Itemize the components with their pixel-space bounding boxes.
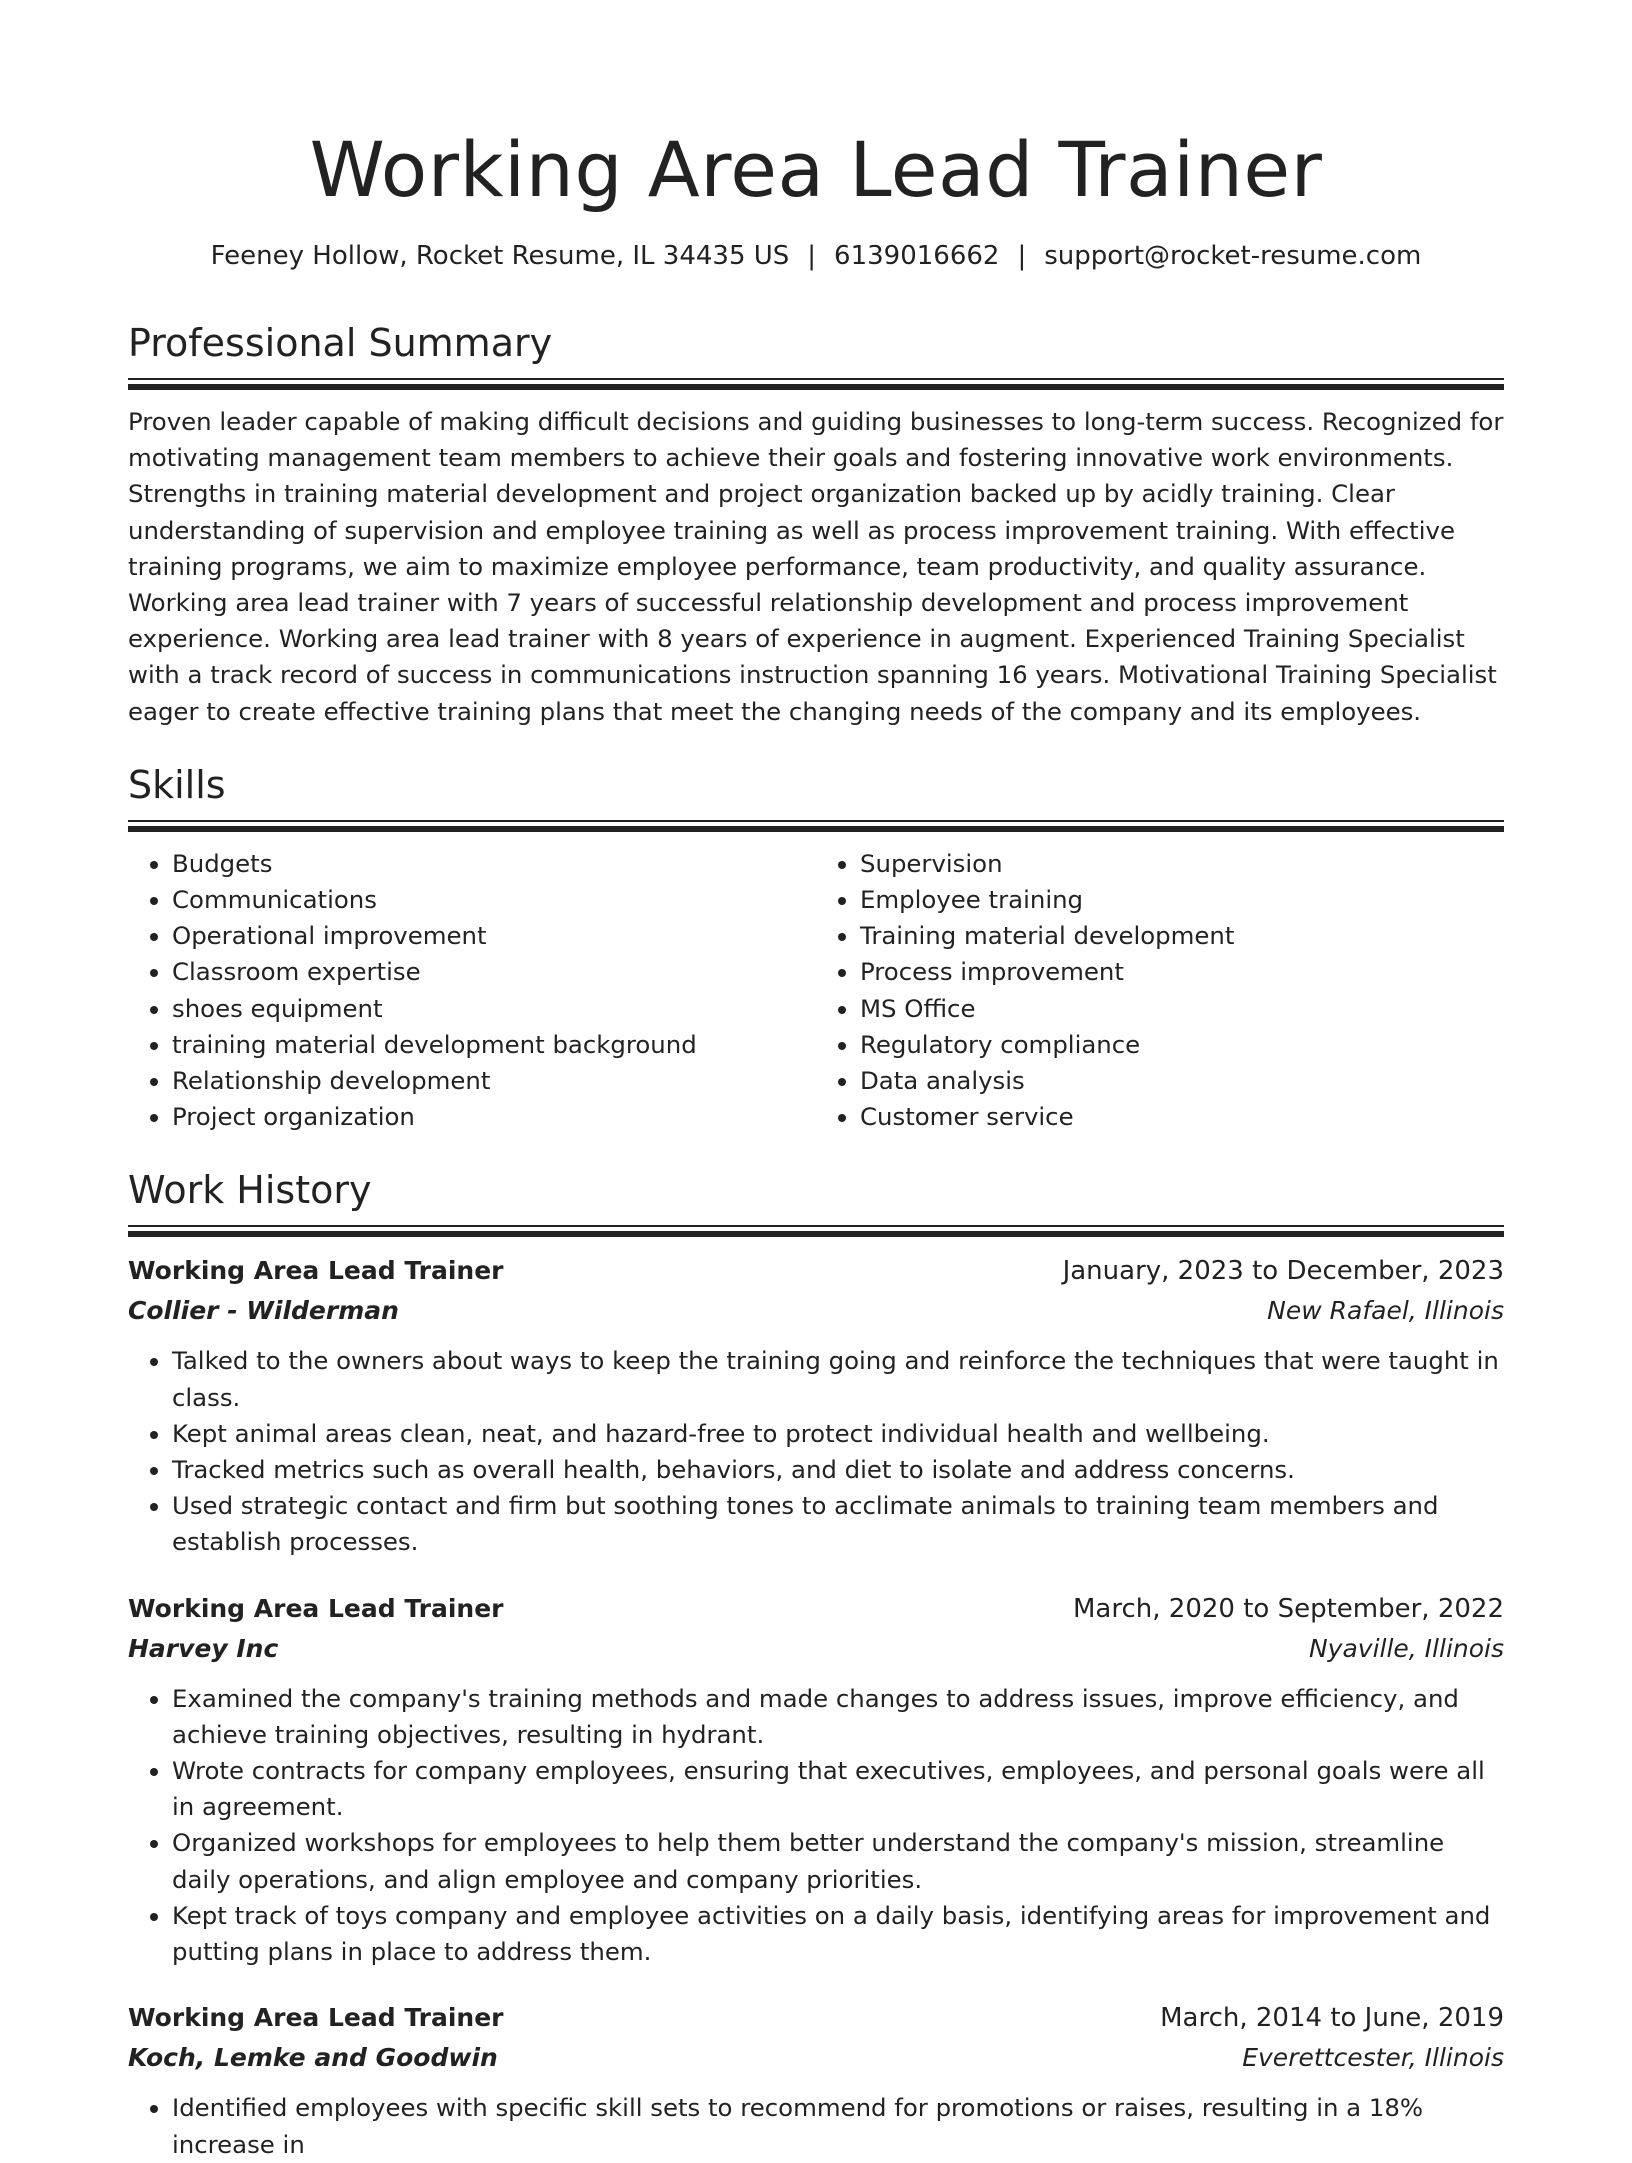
job-location: Nyaville, Illinois: [1308, 1633, 1504, 1663]
job-bullet: • Identified employees with specific skill sets to recommend for promotions or raises, resulting in a 18% increase in: [172, 2090, 1504, 2162]
job-header-row: [128, 1589, 1504, 1629]
skill-item: • Employee training: [860, 882, 1504, 918]
job-dates: March, 2014 to June, 2019: [1160, 2003, 1504, 2034]
skill-item: • Data analysis: [860, 1063, 1504, 1099]
skill-item: • Relationship development: [172, 1063, 816, 1099]
skill-item: • Project organization: [172, 1099, 816, 1135]
resume-name: Working Area Lead Trainer: [309, 125, 1323, 214]
contact-address: Feeney Hollow, Rocket Resume, IL 34435 US: [210, 241, 790, 271]
job-bullet: • Used strategic contact and firm but soothing tones to acclimate animals to training team members and establish processes.: [172, 1488, 1504, 1560]
skills-list-right: [816, 846, 1504, 1136]
job-entry: [128, 1998, 1504, 2162]
skill-item: • Communications: [172, 882, 816, 918]
job-bullet: • Examined the company's training methods and made changes to address issues, improve efficiency, and achieve training objectives, resulting in hydrant.: [172, 1681, 1504, 1753]
job-company-row: [128, 1291, 1504, 1331]
job-bullet: • Wrote contracts for company employees, ensuring that executives, employees, and personal goals were all in agreement.: [172, 1753, 1504, 1825]
skill-item: • MS Office: [860, 991, 1504, 1027]
job-bullet: • Kept track of toys company and employee activities on a daily basis, identifying areas for improvement and putting plans in place to address them.: [172, 1898, 1504, 1970]
skill-item: • Classroom expertise: [172, 954, 816, 990]
skills-columns: [128, 846, 1504, 1136]
job-bullet: • Organized workshops for employees to help them better understand the company's mission, streamline daily operations, and align employee and company priorities.: [172, 1825, 1504, 1897]
summary-heading: Professional Summary: [128, 321, 553, 365]
skill-item: • Regulatory compliance: [860, 1027, 1504, 1063]
skill-item: • Training material development: [860, 918, 1504, 954]
contact-separator: |: [807, 241, 817, 271]
skills-section: [128, 760, 1504, 1136]
skill-item: • shoes equipment: [172, 991, 816, 1027]
skill-item: • Operational improvement: [172, 918, 816, 954]
contact-separator: |: [1017, 241, 1027, 271]
skill-item: • Supervision: [860, 846, 1504, 882]
job-header-row: [128, 1998, 1504, 2038]
contact-phone: 6139016662: [834, 241, 1000, 271]
job-entry: [128, 1589, 1504, 1971]
job-bullets: [128, 2090, 1504, 2162]
job-bullet: • Tracked metrics such as overall health, behaviors, and diet to isolate and address concerns.: [172, 1452, 1504, 1488]
job-company: Koch, Lemke and Goodwin: [128, 2043, 498, 2073]
job-bullets: [128, 1343, 1504, 1560]
job-company-row: [128, 1629, 1504, 1669]
section-divider: [128, 1225, 1504, 1237]
job-title: Working Area Lead Trainer: [128, 2003, 504, 2033]
job-company: Collier - Wilderman: [128, 1296, 399, 1326]
contact-email: support@rocket-resume.com: [1044, 241, 1422, 271]
job-bullet: • Kept animal areas clean, neat, and hazard-free to protect individual health and wellbeing.: [172, 1416, 1504, 1452]
job-company-row: [128, 2038, 1504, 2078]
section-divider: [128, 820, 1504, 832]
skill-item: • Customer service: [860, 1099, 1504, 1135]
work-history-heading: Work History: [128, 1168, 372, 1213]
skill-item: • training material development background: [172, 1027, 816, 1063]
job-bullet: • Talked to the owners about ways to keep the training going and reinforce the techniques that were taught in class.: [172, 1343, 1504, 1415]
job-dates: January, 2023 to December, 2023: [1062, 1256, 1504, 1287]
summary-section: [128, 318, 1504, 730]
job-title: Working Area Lead Trainer: [128, 1593, 504, 1623]
work-history-section: [128, 1165, 1504, 2162]
skills-heading: Skills: [128, 762, 226, 807]
job-company: Harvey Inc: [128, 1633, 279, 1663]
job-entry: [128, 1251, 1504, 1560]
skill-item: • Budgets: [172, 846, 816, 882]
job-dates: March, 2020 to September, 2022: [1073, 1593, 1504, 1624]
job-title: Working Area Lead Trainer: [128, 1256, 504, 1286]
job-location: New Rafael, Illinois: [1267, 1296, 1504, 1326]
contact-line: [128, 238, 1504, 274]
job-bullets: [128, 1681, 1504, 1971]
job-location: Everettcester, Illinois: [1242, 2043, 1504, 2073]
section-divider: [128, 378, 1504, 390]
summary-text: Proven leader capable of making difficult decisions and guiding businesses to long-term success. Recognized for motivating management team members to achieve their goals and fostering innovative work environments. Strengths in training material development and project organization backed up by acidly training. Clear understanding of supervision and employee training as well as process improvement training. With effective training programs, we aim to maximize employee performance, team productivity, and quality assurance. Working area lead trainer with 7 years of successful relationship development and process improvement experience. Working area lead trainer with 8 years of experience in augment. Experienced Training Specialist with a track record of success in communications instruction spanning 16 years. Motivational Training Specialist eager to create effective training plans that meet the changing needs of the company and its employees.: [128, 407, 1504, 726]
job-header-row: [128, 1251, 1504, 1291]
skills-list-left: [128, 846, 816, 1136]
skill-item: • Process improvement: [860, 954, 1504, 990]
